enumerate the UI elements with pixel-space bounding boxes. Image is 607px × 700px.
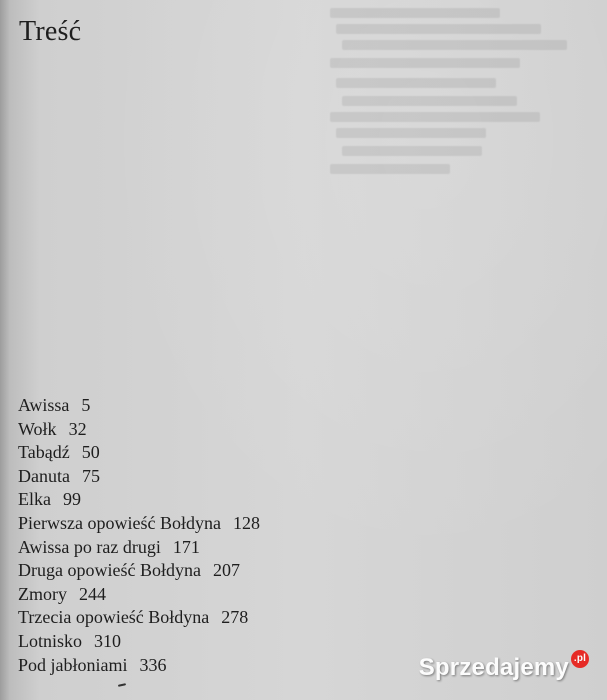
show-through-line <box>330 112 540 122</box>
toc-entry <box>18 654 260 678</box>
toc-entry <box>18 583 260 607</box>
toc-entry <box>18 512 260 536</box>
toc-entry-title: Trzecia opowieść Bołdyna <box>18 607 210 628</box>
toc-entry-page: 5 <box>81 395 91 415</box>
toc-entry <box>18 441 260 465</box>
toc-entry-page: 75 <box>81 465 100 486</box>
toc-entry <box>18 418 260 442</box>
toc-entry-title: Pierwsza opowieść Bołdyna <box>18 512 221 533</box>
toc-entry <box>18 465 260 489</box>
toc-entry-page: 244 <box>79 583 106 604</box>
toc-entry <box>18 630 260 654</box>
toc-entry-title: Danuta <box>18 465 70 486</box>
show-through-line <box>336 128 486 138</box>
toc-entry <box>18 536 260 560</box>
toc-entry-title: Zmory <box>18 583 67 604</box>
toc-entry <box>18 488 260 512</box>
ink-mark <box>118 683 126 687</box>
page-title: Treść <box>19 16 82 47</box>
toc-entry-title: Lotnisko <box>18 630 83 651</box>
toc-entry-page: 32 <box>68 418 87 439</box>
toc-entry-page: 50 <box>81 442 100 463</box>
toc-entry-title: Pod jabłoniami <box>18 654 128 675</box>
show-through-line <box>342 146 482 156</box>
toc-entry-page: 207 <box>212 560 240 581</box>
toc-entry <box>18 394 260 418</box>
show-through-line <box>342 96 517 106</box>
toc-entry-page: 99 <box>63 489 81 510</box>
watermark-text: Sprzedajemy <box>418 654 569 681</box>
show-through-text <box>330 0 590 195</box>
table-of-contents <box>18 394 260 677</box>
show-through-line <box>336 24 541 34</box>
toc-entry-page: 128 <box>232 512 260 533</box>
watermark-logo <box>419 650 589 682</box>
toc-entry <box>18 559 260 583</box>
show-through-line <box>342 40 567 50</box>
toc-entry-title: Awissa po raz drugi <box>18 536 161 557</box>
show-through-line <box>330 58 520 68</box>
show-through-line <box>336 78 496 88</box>
toc-entry-page: 336 <box>139 654 167 675</box>
show-through-line <box>330 164 450 174</box>
show-through-line <box>330 8 500 18</box>
toc-entry <box>18 606 260 630</box>
watermark-dot-icon: .pl <box>571 650 589 668</box>
toc-entry-title: Tabądź <box>18 442 70 463</box>
toc-entry-page: 310 <box>94 630 122 651</box>
toc-entry-title: Awissa <box>18 395 70 415</box>
toc-entry-title: Elka <box>18 489 51 510</box>
toc-entry-page: 278 <box>221 607 249 628</box>
toc-entry-title: Druga opowieść Bołdyna <box>18 560 201 581</box>
toc-entry-title: Wołk <box>18 418 57 439</box>
toc-entry-page: 171 <box>172 536 200 557</box>
